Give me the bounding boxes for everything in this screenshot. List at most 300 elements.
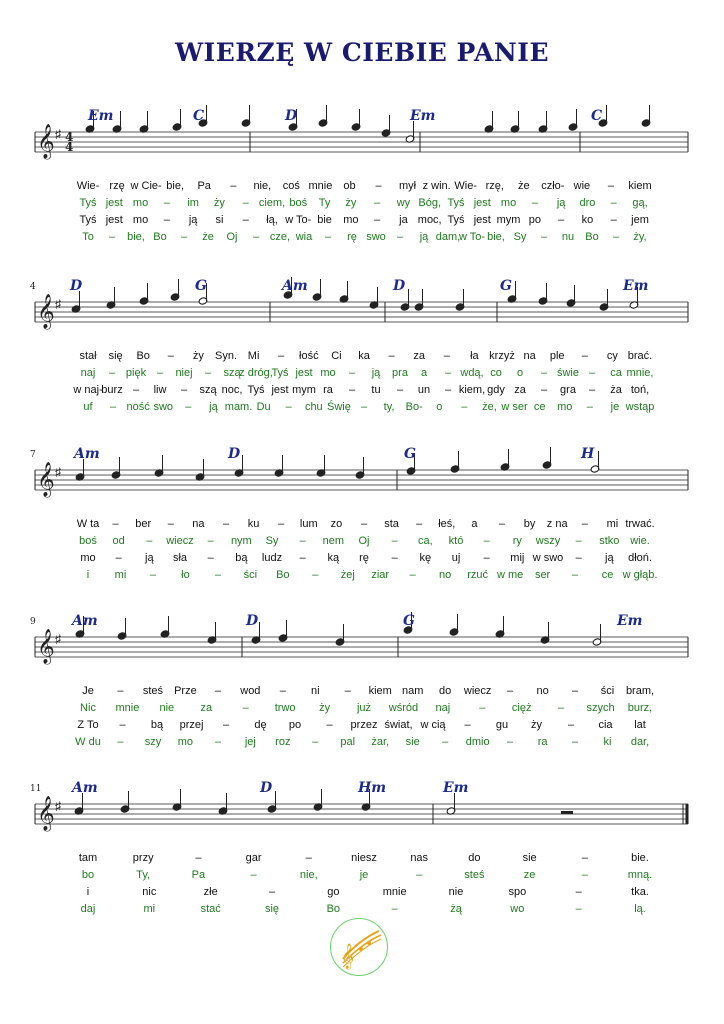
lyric-syllable: – [167, 350, 174, 362]
lyric-syllable: – [326, 719, 333, 731]
lyric-syllable: mył [399, 180, 417, 192]
lyric-syllable: go [327, 886, 340, 898]
lyric-syllable: ści [243, 569, 258, 581]
lyric-syllable: – [207, 535, 214, 547]
lyric-syllable: z win. [422, 180, 451, 192]
lyric-syllable: – [391, 552, 398, 564]
lyric-syllable: Tyś [271, 367, 289, 379]
lyric-syllable: w naj- [73, 384, 103, 396]
measure-number: 9 [30, 617, 36, 627]
lyric-syllable: ża [610, 384, 622, 396]
lyric-syllable: wia [295, 231, 313, 243]
lyric-syllable: łeś, [438, 518, 456, 530]
lyric-syllable: wiecz [463, 685, 492, 697]
lyric-syllable: ca, [417, 535, 433, 547]
lyric-syllable: gą, [632, 197, 648, 209]
sharp-icon: ♯ [55, 799, 61, 813]
lyric-syllable: ży [319, 702, 331, 714]
lyric-syllable: boś [289, 197, 308, 209]
lyric-line [0, 197, 724, 213]
lyric-syllable: ka [358, 350, 370, 362]
lyric-syllable: na [523, 350, 536, 362]
lyric-syllable: naj [80, 367, 96, 379]
lyric-syllable: w głąb. [622, 569, 658, 581]
lyric-syllable: im [187, 197, 199, 209]
lyric-syllable: – [396, 231, 404, 243]
lyric-syllable: rę [347, 231, 357, 243]
lyric-syllable: ca [610, 367, 622, 379]
lyric-syllable: coś [282, 180, 300, 192]
lyric-syllable: – [581, 852, 588, 864]
lyric-syllable: – [416, 518, 423, 530]
lyric-syllable: sie [405, 736, 420, 748]
lyric-syllable: tam [78, 852, 98, 864]
lyric-syllable: – [581, 869, 588, 881]
lyric-syllable: – [348, 367, 356, 379]
lyric-syllable: że [517, 180, 530, 192]
lyric-syllable: toń, [630, 384, 650, 396]
lyric-syllable: Tyś [447, 214, 465, 226]
lyric-syllable: – [180, 231, 188, 243]
rest-icon [561, 811, 573, 814]
lyric-syllable: a [471, 518, 478, 530]
lyric-syllable: przej [179, 719, 204, 731]
chord-symbol: D [285, 108, 298, 124]
lyric-syllable: – [214, 685, 221, 697]
chord-symbol: Am [74, 446, 100, 462]
lyric-syllable: nic [142, 886, 157, 898]
lyric-syllable: – [268, 886, 276, 898]
lyric-syllable: – [443, 350, 450, 362]
treble-clef-icon: 𝄞 [37, 796, 55, 831]
chord-symbol: Am [72, 780, 98, 796]
lyric-syllable: – [567, 719, 575, 731]
lyric-syllable: ło [181, 569, 190, 581]
lyric-syllable: – [391, 903, 398, 915]
lyric-syllable: Je [82, 685, 94, 697]
lyric-syllable: jest [105, 214, 123, 226]
lyric-line [0, 535, 724, 551]
chord-symbol: Em [410, 108, 436, 124]
lyric-syllable: – [586, 401, 593, 413]
lyric-syllable: któ [448, 535, 464, 547]
lyric-syllable: stał [79, 350, 97, 362]
lyric-syllable: się [108, 350, 123, 362]
lyric-syllable: ry [512, 535, 522, 547]
lyric-syllable: liw [153, 384, 167, 396]
lyric-syllable: un [417, 384, 431, 396]
lyric-syllable: ziar [371, 569, 390, 581]
lyric-line [0, 401, 724, 417]
lyric-syllable: gdy [487, 384, 505, 396]
lyric-line [0, 685, 724, 701]
lyric-syllable: – [391, 535, 398, 547]
chord-symbol: D [393, 278, 406, 294]
lyric-syllable: pra [392, 367, 408, 379]
lyric-syllable: mi [114, 569, 127, 581]
lyric-syllable: – [230, 180, 237, 192]
lyric-syllable: dam, [435, 231, 461, 243]
music-system [0, 772, 724, 932]
lyric-syllable: naj [435, 702, 451, 714]
lyric-syllable: mam. [224, 401, 253, 413]
lyric-syllable: roz [275, 736, 291, 748]
lyric-syllable: że [202, 231, 214, 243]
lyric-syllable: mi [143, 903, 156, 915]
lyric-syllable: niej [175, 367, 193, 379]
lyric-syllable: do [468, 852, 481, 864]
lyric-syllable: ją [209, 401, 218, 413]
lyric-syllable: – [396, 384, 404, 396]
lyric-syllable: – [204, 367, 212, 379]
chord-symbol: H [581, 446, 595, 462]
lyric-syllable: jest [473, 197, 491, 209]
lyric-syllable: no [536, 685, 549, 697]
lyric-syllable: – [299, 535, 306, 547]
lyric-syllable: ob [343, 180, 356, 192]
lyric-syllable: – [360, 518, 368, 530]
time-signature: 4 [65, 140, 74, 154]
lyric-syllable: Z To [77, 719, 99, 731]
lyric-syllable: – [610, 214, 617, 226]
lyric-syllable: w To- [458, 231, 486, 243]
lyric-syllable: – [575, 886, 582, 898]
lyric-syllable: bram, [625, 685, 655, 697]
lyric-syllable: ja [399, 214, 408, 226]
lyric-syllable: lat [634, 719, 646, 731]
treble-clef-icon: 𝄞 [37, 124, 55, 159]
lyric-syllable: uf [83, 401, 93, 413]
chord-symbol: C [193, 108, 205, 124]
lyric-syllable: bie, [127, 231, 145, 243]
lyric-syllable: wie [573, 180, 591, 192]
treble-clef-icon: 𝄞 [37, 294, 55, 329]
lyric-syllable: trwo [274, 702, 296, 714]
lyric-syllable: ży [531, 719, 542, 731]
lyric-syllable: – [285, 401, 292, 413]
lyric-syllable: niesz [351, 852, 377, 864]
lyric-syllable: mij [510, 552, 525, 564]
lyric-syllable: ją [419, 231, 429, 243]
lyric-syllable: jest [473, 214, 491, 226]
lyric-syllable: szą [223, 367, 241, 379]
lyric-syllable: ją [145, 552, 154, 564]
lyric-syllable: ku [247, 518, 260, 530]
lyric-syllable: pal [340, 736, 356, 748]
lyric-line [0, 552, 724, 568]
chord-symbol: Am [282, 278, 308, 294]
lyric-syllable: Bo [276, 569, 290, 581]
lyric-syllable: – [214, 569, 221, 581]
lyric-syllable: stać [200, 903, 221, 915]
lyric-syllable: a [420, 367, 428, 379]
lyric-syllable: si [215, 214, 224, 226]
lyric-syllable: mnie [308, 180, 333, 192]
lyric-syllable: mną. [627, 869, 653, 881]
music-system [0, 100, 724, 260]
lyric-syllable: mo [80, 552, 96, 564]
lyric-syllable: – [119, 719, 126, 731]
lyric-syllable: Świę [326, 401, 351, 413]
lyric-line [0, 350, 724, 366]
lyric-syllable: dro [579, 197, 596, 209]
lyric-syllable: ty, [383, 401, 395, 413]
lyric-syllable: szą [199, 384, 217, 396]
lyric-line [0, 903, 724, 919]
chord-symbol: C [591, 108, 603, 124]
lyric-syllable: po [288, 719, 302, 731]
lyric-syllable: steś [464, 869, 485, 881]
lyric-syllable: ką [327, 552, 340, 564]
lyric-line [0, 852, 724, 868]
lyric-syllable: – [324, 231, 332, 243]
lyric-syllable: stko [599, 535, 620, 547]
lyric-syllable: do [439, 685, 452, 697]
lyric-line [0, 886, 724, 902]
lyric-syllable: mo [177, 736, 194, 748]
lyric-syllable: krzyż [489, 350, 515, 362]
lyric-syllable: tu [371, 384, 381, 396]
lyric-syllable: boś [79, 535, 97, 547]
lyric-syllable: bo [81, 869, 95, 881]
lyric-syllable: – [299, 552, 306, 564]
lyric-syllable: za [514, 384, 526, 396]
lyric-syllable: no [439, 569, 452, 581]
lyric-syllable: – [581, 518, 588, 530]
lyric-syllable: za [413, 350, 425, 362]
chord-symbol: G [195, 278, 207, 294]
lyric-syllable: lum [299, 518, 318, 530]
lyric-syllable: gra [560, 384, 576, 396]
lyric-syllable: ce [601, 569, 614, 581]
lyric-syllable: Pa [191, 869, 206, 881]
lyric-syllable: mym [292, 384, 316, 396]
lyric-syllable: uj [451, 552, 461, 564]
lyric-syllable: ludz [261, 552, 283, 564]
sharp-icon: ♯ [55, 465, 61, 479]
lyric-syllable: ra [323, 384, 333, 396]
lyric-syllable: – [278, 350, 285, 362]
lyric-syllable: cy [606, 350, 618, 362]
lyric-syllable: swo [366, 231, 386, 243]
lyric-syllable: burz, [627, 702, 653, 714]
lyric-syllable: Bóg, [418, 197, 442, 209]
lyric-syllable: – [531, 197, 538, 209]
lyric-syllable: wod [240, 685, 261, 697]
lyric-syllable: – [461, 401, 468, 413]
lyric-syllable: daj [80, 903, 96, 915]
lyric-syllable: – [498, 518, 506, 530]
lyric-syllable: – [115, 552, 122, 564]
lyric-syllable: sta [384, 518, 399, 530]
lyric-syllable: Ty [318, 197, 331, 209]
lyric-syllable: że, [482, 401, 497, 413]
lyric-syllable: Tyś [79, 197, 97, 209]
chord-symbol: Em [88, 108, 114, 124]
lyric-syllable: – [444, 367, 452, 379]
lyric-syllable: – [416, 869, 423, 881]
lyric-syllable: Oj [226, 231, 238, 243]
lyric-syllable: w me [496, 569, 524, 581]
lyric-syllable: wo [510, 903, 525, 915]
treble-clef-icon: 𝄞 [37, 462, 55, 497]
measure-number: 4 [30, 282, 36, 292]
lyric-syllable: Oj [358, 535, 370, 547]
lyric-syllable: – [374, 214, 381, 226]
lyric-syllable: gu [495, 719, 509, 731]
lyric-syllable: – [540, 384, 548, 396]
lyric-syllable: mo [132, 197, 149, 209]
lyric-syllable: kę [419, 552, 432, 564]
lyric-syllable: pięk [125, 367, 147, 379]
lyric-syllable: – [571, 685, 579, 697]
lyric-syllable: żar, [371, 736, 390, 748]
lyric-syllable: za [200, 702, 213, 714]
lyric-syllable: Tyś [79, 214, 97, 226]
lyric-syllable: Prze [174, 685, 197, 697]
lyric-syllable: – [108, 231, 116, 243]
lyric-syllable: ży [192, 350, 204, 362]
lyric-syllable: swo [153, 401, 174, 413]
sharp-icon: ♯ [55, 297, 61, 311]
measure-number: 11 [30, 784, 42, 794]
lyric-syllable: Du [256, 401, 271, 413]
lyric-syllable: zo [330, 518, 343, 530]
lyric-syllable: – [540, 367, 548, 379]
lyric-syllable: – [214, 736, 221, 748]
lyric-syllable: Mi [247, 350, 260, 362]
lyric-syllable: ze [523, 869, 536, 881]
lyric-syllable: – [479, 702, 486, 714]
lyric-syllable: mym [496, 214, 521, 226]
lyric-line [0, 384, 724, 400]
lyric-syllable: – [207, 552, 214, 564]
lyric-syllable: spo [508, 886, 527, 898]
lyric-syllable: Sy [265, 535, 279, 547]
lyric-syllable: je [359, 869, 369, 881]
lyric-syllable: rę [359, 552, 369, 564]
lyric-syllable: – [222, 719, 230, 731]
lyric-syllable: w cią [420, 719, 446, 731]
lyric-syllable: i [86, 569, 90, 581]
lyric-line [0, 702, 724, 718]
sharp-icon: ♯ [55, 127, 61, 141]
lyric-syllable: Bo [136, 350, 150, 362]
lyric-syllable: ją [371, 367, 381, 379]
lyric-syllable: – [464, 719, 471, 731]
lyric-syllable: żej [340, 569, 355, 581]
lyric-syllable: – [558, 214, 565, 226]
lyric-syllable: żą [450, 903, 462, 915]
lyric-syllable: W ta [76, 518, 100, 530]
lyric-syllable: ki [603, 736, 612, 748]
lyric-syllable: – [112, 518, 119, 530]
lyric-syllable: – [610, 197, 617, 209]
lyric-syllable: moc, [417, 214, 442, 226]
lyric-syllable: sła [172, 552, 188, 564]
lyric-syllable: – [117, 736, 124, 748]
lyric-syllable: nem [322, 535, 345, 547]
lyric-syllable: W du [75, 736, 101, 748]
lyric-syllable: nie [448, 886, 464, 898]
lyric-syllable: mnie, [626, 367, 654, 379]
lyric-syllable: już [356, 702, 372, 714]
lyric-syllable: jest [271, 384, 289, 396]
lyric-syllable: – [312, 569, 319, 581]
lyric-syllable: mi [606, 518, 619, 530]
lyric-syllable: steś [142, 685, 164, 697]
lyric-syllable: bie, [166, 180, 185, 192]
lyric-syllable: ży [345, 197, 357, 209]
lyric-syllable: nym [230, 535, 252, 547]
lyric-syllable: chu [304, 401, 323, 413]
lyric-syllable: – [242, 702, 249, 714]
lyric-syllable: – [375, 180, 382, 192]
lyric-syllable: jej [244, 736, 256, 748]
lyric-syllable: – [507, 736, 514, 748]
lyric-syllable: – [110, 401, 117, 413]
lyric-syllable: wśród [388, 702, 419, 714]
lyric-syllable: ży, [633, 231, 647, 243]
lyric-syllable: brać. [627, 350, 653, 362]
lyric-syllable: lą. [634, 903, 646, 915]
lyric-syllable: – [442, 736, 449, 748]
lyric-syllable: dmio [465, 736, 490, 748]
lyric-syllable: wszy [535, 535, 561, 547]
lyric-syllable: nam [402, 685, 424, 697]
lyric-syllable: – [344, 685, 351, 697]
song-title: WIERZĘ W CIEBIE PANIE [174, 38, 550, 67]
lyric-syllable: wiecz [166, 535, 194, 547]
svg-text:𝄞: 𝄞 [341, 944, 355, 969]
lyric-syllable: Ty, [136, 869, 151, 881]
lyric-syllable: – [409, 569, 416, 581]
lyric-syllable: burz [101, 384, 123, 396]
lyric-syllable: po [528, 214, 541, 226]
lyric-syllable: się [264, 903, 280, 915]
lyric-syllable: świe [556, 367, 580, 379]
lyric-syllable: Bo- [405, 401, 423, 413]
lyric-syllable: – [132, 384, 140, 396]
lyric-syllable: bą [235, 552, 248, 564]
lyric-syllable: z na [546, 518, 568, 530]
lyric-syllable: ją [605, 552, 614, 564]
lyric-syllable: Syn. [214, 350, 238, 362]
music-note-logo-icon [330, 918, 388, 976]
lyric-syllable: – [558, 702, 565, 714]
music-system [0, 605, 724, 765]
chord-symbol: Em [443, 780, 469, 796]
lyric-syllable: – [571, 736, 579, 748]
chord-symbol: Hm [358, 780, 387, 796]
lyric-syllable: mnie [382, 886, 407, 898]
lyric-syllable: – [250, 869, 257, 881]
lyric-syllable: ce [533, 401, 546, 413]
lyric-syllable: – [575, 903, 582, 915]
lyric-syllable: cze, [269, 231, 291, 243]
lyric-syllable: dę [254, 719, 267, 731]
lyric-line [0, 569, 724, 585]
lyric-syllable: mnie [115, 702, 140, 714]
lyric-syllable: – [252, 231, 260, 243]
lyric-syllable: ser [534, 569, 551, 581]
lyric-syllable: złe [203, 886, 218, 898]
lyric-syllable: – [279, 685, 286, 697]
lyric-syllable: – [108, 367, 116, 379]
chord-symbol: Am [72, 613, 98, 629]
lyric-syllable: Wie- [76, 180, 100, 192]
lyric-syllable: czło- [541, 180, 565, 192]
